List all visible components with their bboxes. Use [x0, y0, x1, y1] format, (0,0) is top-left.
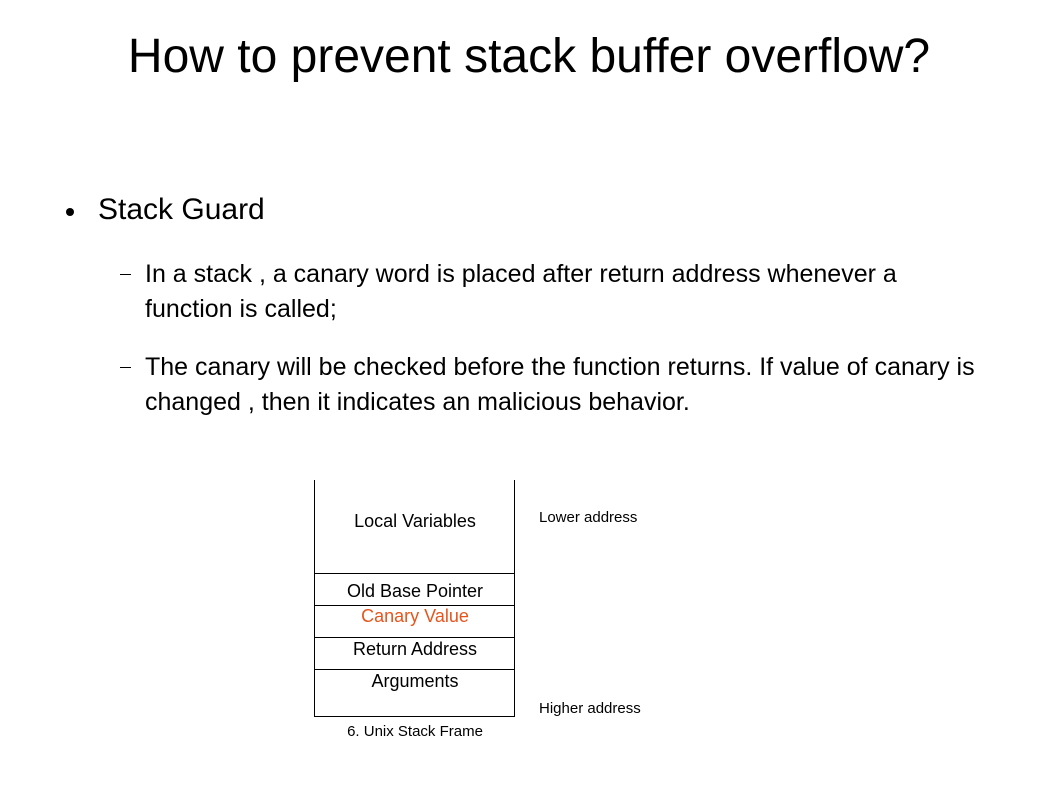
stack-bottom-border [314, 716, 515, 717]
cell-local-variables: Local Variables [354, 511, 476, 531]
higher-address-label: Higher address [539, 700, 641, 717]
slide-title: How to prevent stack buffer overflow? [127, 30, 931, 83]
cell-canary-value: Canary Value [361, 606, 469, 626]
cell-return-address: Return Address [352, 639, 478, 659]
lower-address-label: Lower address [539, 509, 638, 526]
bullet-label: Stack Guard [98, 193, 265, 226]
dash-bullet-icon [120, 274, 131, 275]
sub-bullet-text: In a stack , a canary word is placed after return address whenever a function is called; [145, 260, 897, 323]
cell-arguments: Arguments [371, 671, 459, 691]
cell-old-base-pointer: Old Base Pointer [346, 581, 484, 601]
bullet-dot-icon [66, 208, 74, 216]
diagram-caption: 6. Unix Stack Frame [347, 723, 483, 740]
sub-bullet-text: The canary will be checked before the function returns. If value of canary is changed , then it indicates an malicious behavior. [145, 353, 975, 416]
dash-bullet-icon [120, 367, 131, 368]
stack-divider [314, 573, 515, 574]
